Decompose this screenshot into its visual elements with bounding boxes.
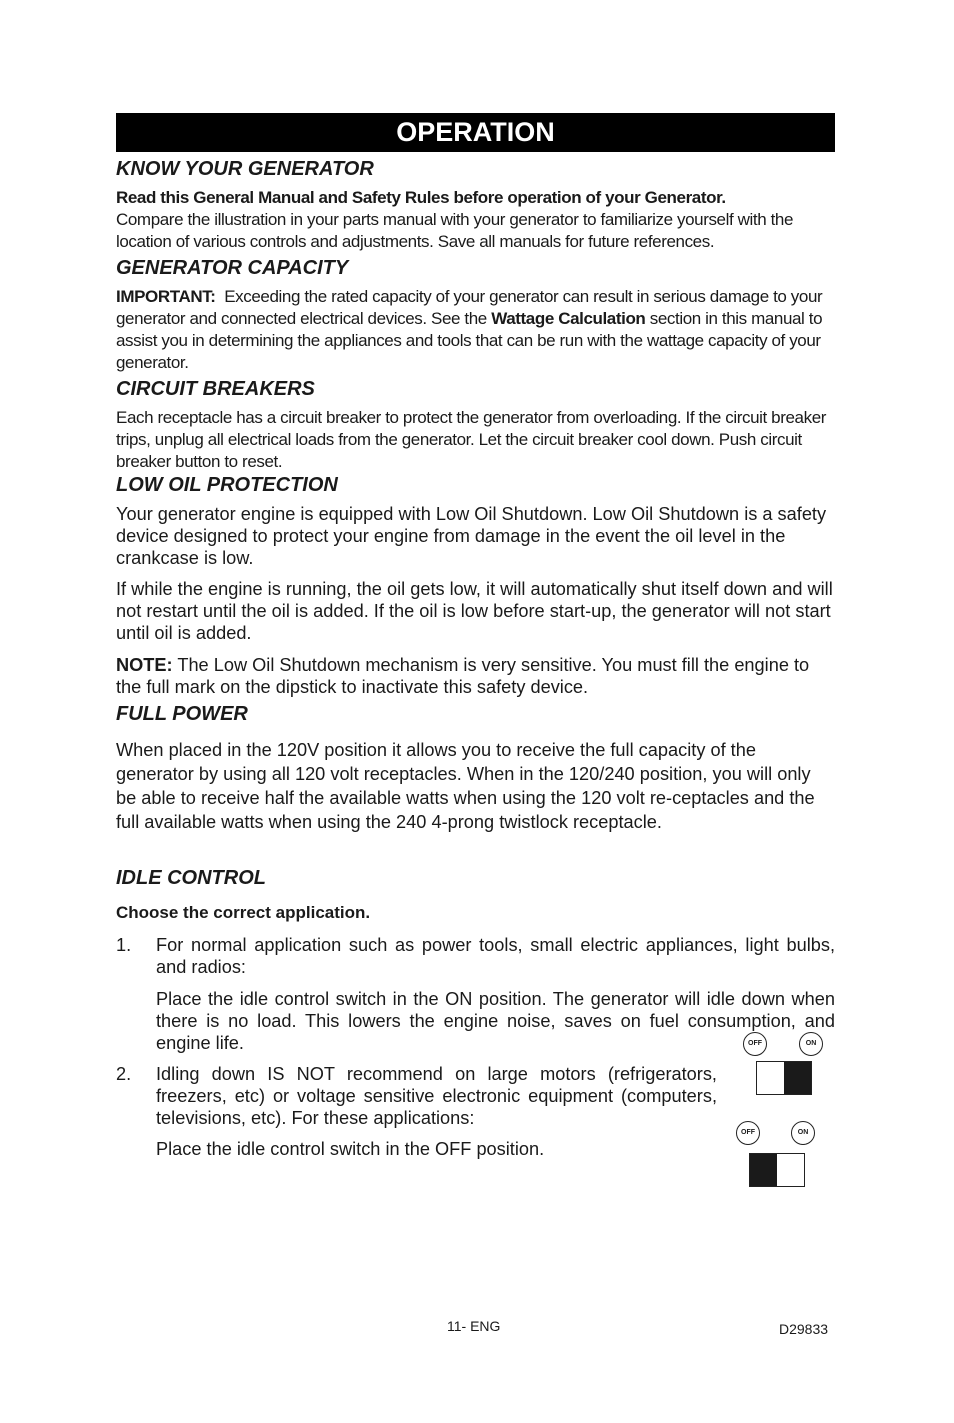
idle-item-1: For normal application such as power tools, small electric appliances, light bulbs, and radios: [156, 935, 835, 977]
breakers-text: Each receptacle has a circuit breaker to protect the generator from overloading. If the circuit breaker trips, unplug all electrical loads from the generator. Let the circuit breaker cool down. Push circuit breaker button to reset. [116, 408, 827, 471]
know-generator-text [116, 187, 835, 253]
know-generator-bold: Read this General Manual and Safety Rules before operation of your Generator. [116, 188, 726, 207]
capacity-body-2: section in this manual to assist you in determining the appliances and tools that can be run with the wattage capacity of your generator. [116, 309, 823, 372]
switch-off-side [757, 1062, 784, 1094]
lowoil-note-body: The Low Oil Shutdown mechanism is very sensitive. You must fill the engine to the full mark on the dipstick to inactivate this safety device. [116, 655, 810, 697]
switch-off-label: OFF [743, 1032, 767, 1056]
idle-switch-off-diagram [736, 1121, 822, 1189]
heading-idle-control: IDLE CONTROL [116, 867, 266, 889]
lowoil-paragraph-1: Your generator engine is equipped with Low Oil Shutdown. Low Oil Shutdown is a safety device designed to protect your engine from damage in the event the oil level in the crankcase is low. [116, 504, 827, 568]
page-number: 11- ENG [447, 1318, 501, 1334]
switch-on-label: ON [791, 1121, 815, 1145]
heading-generator-capacity: GENERATOR CAPACITY [116, 257, 349, 279]
lowoil-note-lead: NOTE: [116, 655, 173, 675]
document-code: D29833 [779, 1321, 829, 1337]
capacity-important: IMPORTANT: [116, 287, 216, 306]
idle-item-2-number: 2. [116, 1064, 132, 1084]
switch-body [749, 1153, 805, 1187]
switch-off-side-pressed [750, 1154, 777, 1186]
know-generator-body: Compare the illustration in your parts manual with your generator to familiarize yourself with the location of various controls and adjustments. Save all manuals for future references. [116, 210, 794, 251]
idle-item-1-number: 1. [116, 935, 132, 955]
idle-item-2: Idling down IS NOT recommend on large motors (refrigerators, freezers, etc) or voltage sensitive electronic equipment (computers, televisions, etc). For these applications: [156, 1064, 717, 1128]
idle-item-1-sub: Place the idle control switch in the ON position. The generator will idle down when there is no load. This lowers the engine noise, saves on fuel consumption, and engine life. [156, 989, 835, 1053]
switch-on-side-pressed [784, 1062, 811, 1094]
capacity-body-1: Exceeding the rated capacity of your generator can result in serious damage to your generator and connected electrical devices. See the [116, 287, 823, 328]
fullpower-text: When placed in the 120V position it allows you to receive the full capacity of the generator by using all 120 volt receptacles. When in the 120/240 position, you will only be able to receive half the available watts when using the 120 volt re-ceptacles and the full available watts when using the 240 4-prong twistlock receptacle. [116, 740, 815, 832]
switch-on-side [777, 1154, 804, 1186]
idle-switch-on-diagram [743, 1032, 829, 1098]
idle-choose: Choose the correct application. [116, 903, 371, 922]
lowoil-paragraph-2: If while the engine is running, the oil gets low, it will automatically shut itself down and will not restart until the oil is added. If the oil is low before start-up, the generator will not start until oil is added. [116, 579, 833, 643]
lowoil-note [116, 654, 835, 698]
switch-on-label: ON [799, 1032, 823, 1056]
heading-full-power: FULL POWER [116, 703, 248, 725]
switch-body [756, 1061, 812, 1095]
heading-circuit-breakers: CIRCUIT BREAKERS [116, 378, 315, 400]
heading-know-your-generator: KNOW YOUR GENERATOR [116, 158, 374, 180]
capacity-text [116, 286, 835, 374]
page-title: OPERATION [116, 113, 835, 152]
switch-off-label: OFF [736, 1121, 760, 1145]
heading-low-oil-protection: LOW OIL PROTECTION [116, 474, 338, 496]
idle-item-2-sub: Place the idle control switch in the OFF position. [156, 1139, 545, 1159]
capacity-wattage-link: Wattage Calculation [491, 309, 646, 328]
